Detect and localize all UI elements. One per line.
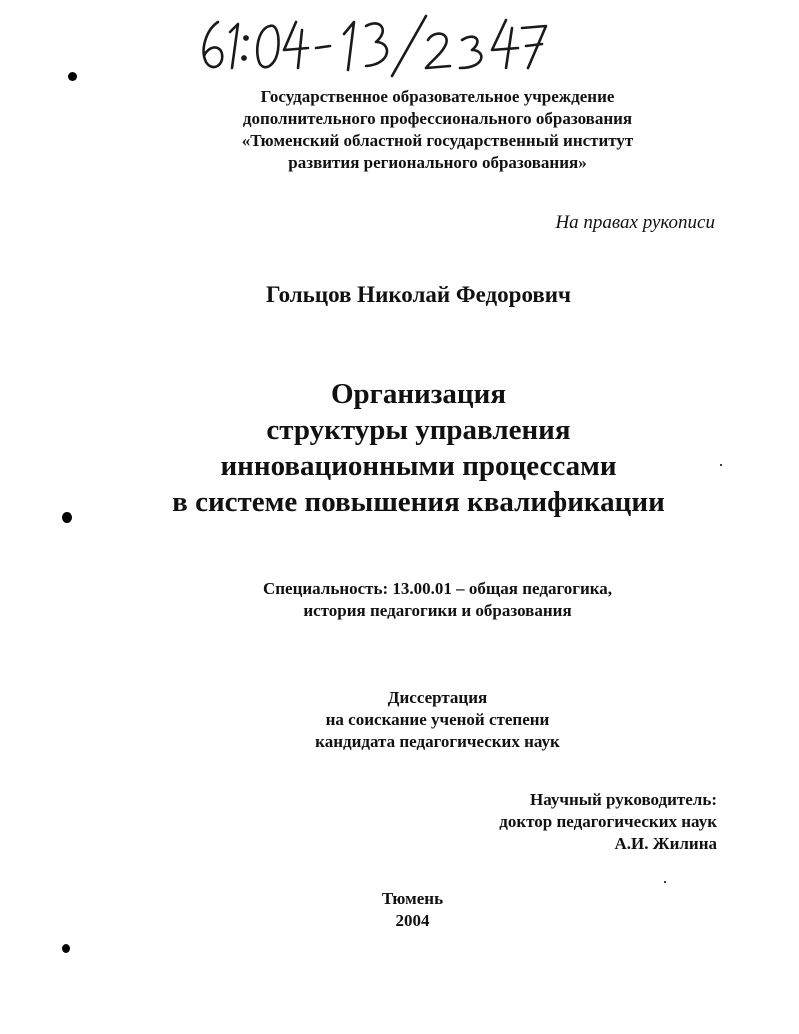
- place-and-year: [13, 888, 799, 932]
- specialty-line: история педагогики и образования: [303, 601, 572, 620]
- specialty-line: Специальность: 13.00.01 – общая педагогика,: [262, 579, 613, 598]
- year: 2004: [395, 911, 430, 930]
- scan-speck: [62, 944, 70, 953]
- supervisor-block: [499, 789, 717, 855]
- supervisor-line: Научный руководитель:: [530, 790, 717, 809]
- degree-line: кандидата педагогических наук: [315, 732, 560, 751]
- city: Тюмень: [381, 889, 444, 908]
- degree-line: Диссертация: [387, 688, 488, 707]
- scan-speck: [664, 881, 666, 883]
- manuscript-note: На правах рукописи: [555, 212, 715, 233]
- institution-line: Государственное образовательное учреждение: [260, 87, 615, 106]
- title-line: инновационными процессами: [220, 450, 617, 482]
- dissertation-title: [19, 376, 799, 520]
- title-line: в системе повышения квалификации: [172, 486, 665, 518]
- degree-line: на соискание ученой степени: [325, 710, 550, 729]
- handwritten-archive-code: [196, 10, 556, 80]
- institution-line: развития регионального образования»: [288, 153, 587, 172]
- handwriting-drawing: [196, 10, 556, 80]
- supervisor-line: А.И. Жилина: [614, 834, 717, 853]
- author-name: Гольцов Николай Федорович: [265, 282, 572, 307]
- specialty: [38, 578, 799, 622]
- supervisor-line: доктор педагогических наук: [499, 812, 717, 831]
- scan-speck: [68, 72, 77, 81]
- institution-header: [38, 86, 799, 174]
- institution-line: дополнительного профессионального образования: [242, 109, 633, 128]
- title-line: структуры управления: [266, 414, 571, 446]
- institution-line: «Тюменский областной государственный институт: [241, 131, 634, 150]
- title-line: Организация: [330, 378, 507, 410]
- dissertation-degree: [38, 687, 799, 753]
